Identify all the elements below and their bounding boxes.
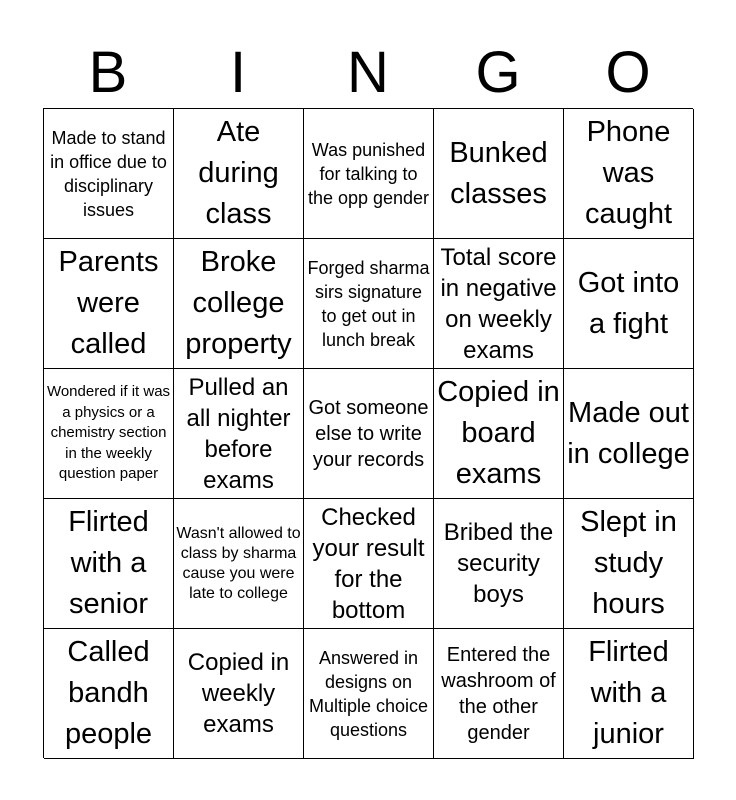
bingo-cell-n4[interactable] xyxy=(304,499,434,629)
bingo-cell-n5[interactable] xyxy=(304,629,434,759)
cell-text: Was punished for talking to the opp gender xyxy=(307,139,430,208)
cell-text: Wondered if it was a physics or a chemistry section in the weekly question paper xyxy=(46,383,171,483)
cell-text: Entered the washroom of the other gender xyxy=(441,643,556,744)
bingo-cell-g3[interactable] xyxy=(434,369,564,499)
cell-text: Total score in negative on weekly exams xyxy=(440,243,557,364)
bingo-cell-n3[interactable] xyxy=(304,369,434,499)
cell-text: Forged sharma sirs signature to get out in lunch break xyxy=(307,257,430,350)
bingo-cell-b4[interactable] xyxy=(44,499,174,629)
bingo-cell-i5[interactable] xyxy=(174,629,304,759)
bingo-cell-b3[interactable] xyxy=(44,369,174,499)
bingo-card xyxy=(43,108,693,758)
cell-text: Wasn't allowed to class by sharma cause you were late to college xyxy=(176,524,301,602)
bingo-header xyxy=(43,38,693,108)
bingo-cell-n1[interactable] xyxy=(304,109,434,239)
bingo-cell-i3[interactable] xyxy=(174,369,304,499)
bingo-cell-o1[interactable] xyxy=(564,109,694,239)
bingo-cell-i4[interactable] xyxy=(174,499,304,629)
cell-text: Made to stand in office due to disciplinary issues xyxy=(50,127,167,220)
bingo-cell-o4[interactable] xyxy=(564,499,694,629)
bingo-cell-g4[interactable] xyxy=(434,499,564,629)
cell-text: Phone was caught xyxy=(584,116,673,230)
bingo-cell-o3[interactable] xyxy=(564,369,694,499)
bingo-cell-n2[interactable] xyxy=(304,239,434,369)
cell-text: Called bandh people xyxy=(64,636,153,750)
bingo-cell-o5[interactable] xyxy=(564,629,694,759)
bingo-cell-b1[interactable] xyxy=(44,109,174,239)
cell-text: Flirted with a senior xyxy=(68,506,149,620)
cell-text: Flirted with a junior xyxy=(588,636,669,750)
cell-text: Bunked classes xyxy=(449,136,548,210)
cell-text: Copied in board exams xyxy=(437,376,560,490)
cell-text: Got someone else to write your records xyxy=(308,396,429,471)
cell-text: Checked your result for the bottom xyxy=(312,503,425,624)
cell-text: Got into a fight xyxy=(577,266,680,340)
bingo-cell-g2[interactable] xyxy=(434,239,564,369)
cell-text: Broke college property xyxy=(185,246,292,360)
bingo-cell-i1[interactable] xyxy=(174,109,304,239)
cell-text: Pulled an all nighter before exams xyxy=(186,373,291,494)
cell-text: Ate during class xyxy=(198,116,279,230)
cell-text: Slept in study hours xyxy=(580,506,677,620)
bingo-cell-o2[interactable] xyxy=(564,239,694,369)
bingo-cell-i2[interactable] xyxy=(174,239,304,369)
header-letter-i: I xyxy=(229,40,247,105)
cell-text: Parents were called xyxy=(58,246,159,360)
cell-text: Copied in weekly exams xyxy=(187,649,290,738)
bingo-cell-b5[interactable] xyxy=(44,629,174,759)
cell-text: Answered in designs on Multiple choice questions xyxy=(308,647,429,740)
cell-text: Made out in college xyxy=(567,396,690,470)
cell-text: Bribed the security boys xyxy=(443,519,554,608)
header-letter-b: B xyxy=(88,40,128,105)
header-letter-o: O xyxy=(605,40,651,105)
header-letter-g: G xyxy=(475,40,521,105)
bingo-cell-g1[interactable] xyxy=(434,109,564,239)
header-letter-n: N xyxy=(347,40,389,105)
bingo-cell-b2[interactable] xyxy=(44,239,174,369)
bingo-cell-g5[interactable] xyxy=(434,629,564,759)
